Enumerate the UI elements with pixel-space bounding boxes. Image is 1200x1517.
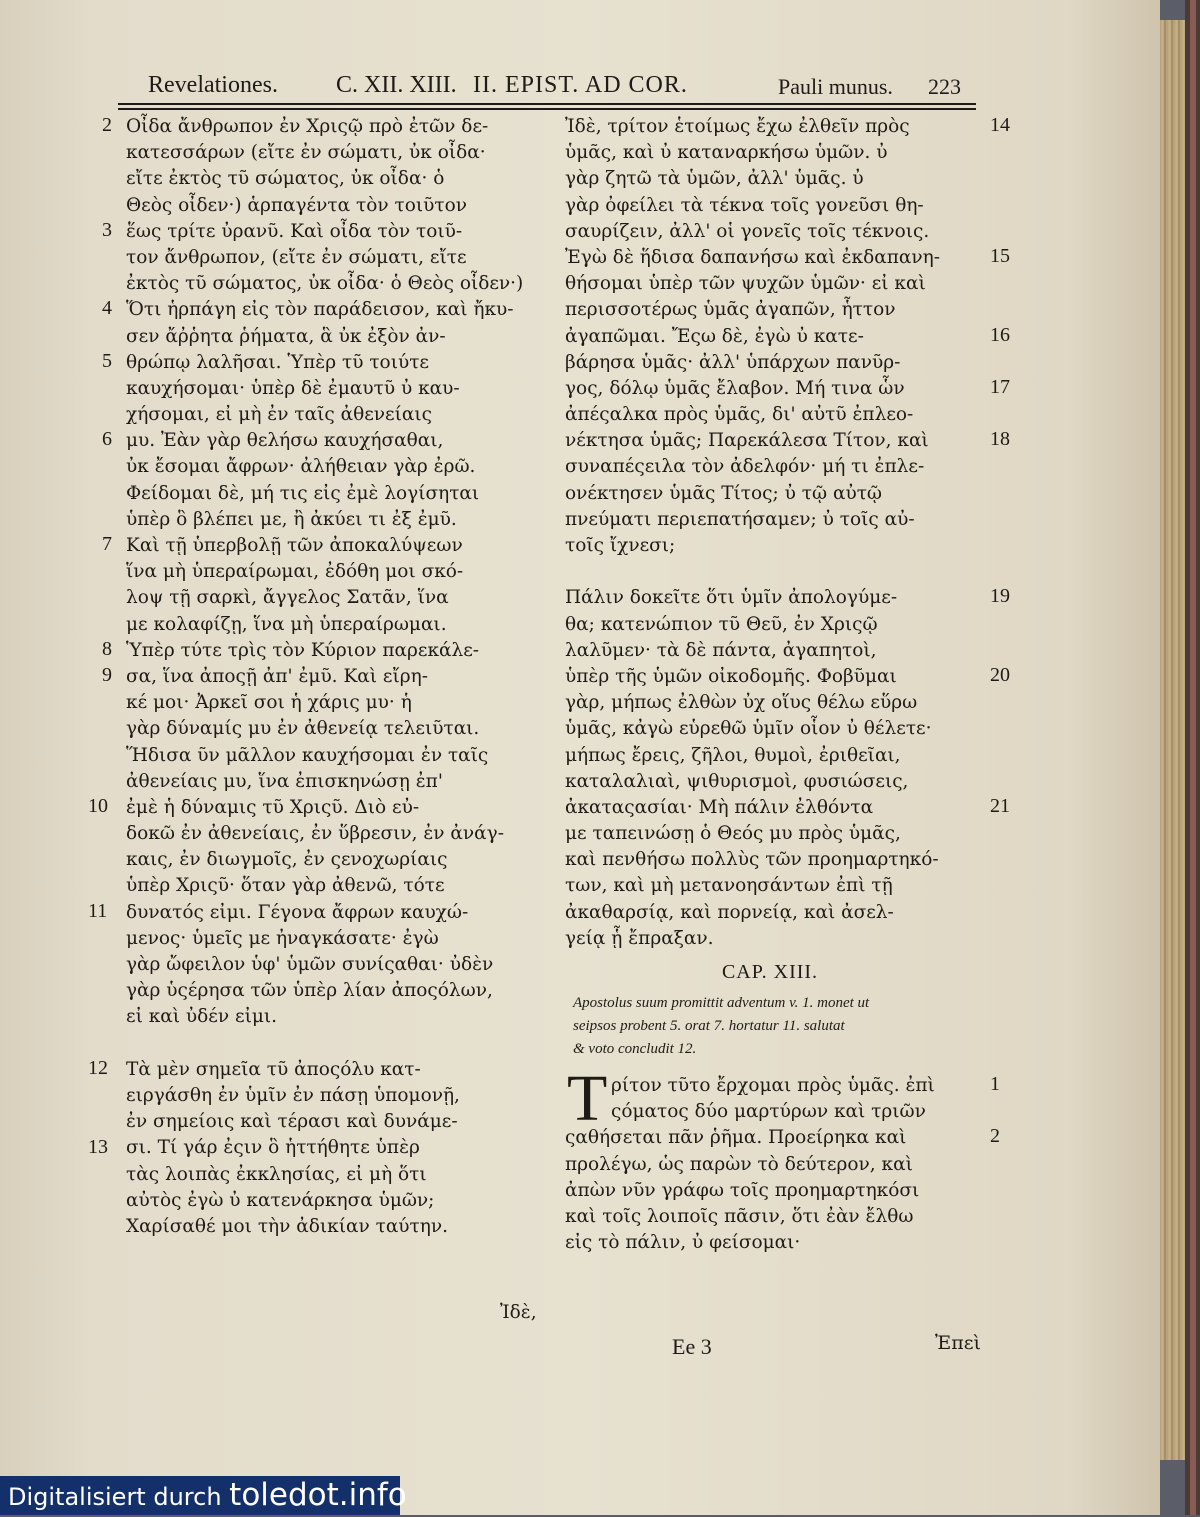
right-text-line: ὑπὲρ τῆς ὑμῶν οἰκοδομῆς. Φοβῦμαι xyxy=(565,665,897,687)
left-text-line: ὑπὲρ Χριςῦ· ὅταν γὰρ ἀθενῶ, τότε xyxy=(126,875,445,897)
left-text-line: γὰρ ὤφειλον ὑφ' ὑμῶν συνίςαθαι· ὐδὲν xyxy=(126,954,494,975)
running-header xyxy=(118,72,988,106)
left-text-line: λοψ τῇ σαρκὶ, ἄγγελος Σατᾶν, ἵνα xyxy=(126,587,449,609)
right-column-text-top xyxy=(565,114,975,952)
right-text-line: καταλαλιαὶ, ψιθυρισμοὶ, φυσιώσεις, xyxy=(565,770,909,792)
verse-number: 8 xyxy=(102,638,112,660)
left-text-line: εἴτε ἐκτὸς τῦ σώματος, ὐκ οἶδα· ὁ xyxy=(126,168,445,190)
right-text-line: καὶ τοῖς λοιποῖς πᾶσιν, ὅτι ἐὰν ἔλθω xyxy=(565,1205,914,1227)
right-text-line: Πάλιν δοκεῖτε ὅτι ὑμῖν ἀπολογύμε- xyxy=(565,587,898,609)
right-text-line: εἰς τὸ πάλιν, ὐ φείσομαι· xyxy=(565,1232,801,1254)
right-text-line: με ταπεινώσῃ ὁ Θεός μυ πρὸς ὑμᾶς, xyxy=(565,823,901,845)
verse-number: 3 xyxy=(102,218,112,241)
left-text-line: καις, ἐν διωγμοῖς, ἐν ςενοχωρίαις xyxy=(126,849,448,871)
chapter-opening xyxy=(565,1062,975,1256)
left-text-line: τον ἄνθρωπον, (εἴτε ἐν σώματι, εἴτε xyxy=(126,246,467,268)
summary-line: seipsos probent 5. orat 7. hortatur 11. salutat xyxy=(573,1018,845,1034)
right-text-line: συναπέςειλα τὸν ἀδελφόν· μή τι ἐπλε- xyxy=(565,456,925,478)
left-text-line: Ὑπὲρ τύτε τρὶς τὸν Κύριον παρεκάλε- xyxy=(126,639,480,661)
right-text-line: προλέγω, ὡς παρὼν τὸ δεύτερον, καὶ xyxy=(565,1153,913,1175)
left-text-line: γὰρ ὑςέρησα τῶν ὑπὲρ λίαν ἀποςόλων, xyxy=(126,980,493,1002)
left-text-line: ἕως τρίτε ὐρανῦ. Καὶ οἶδα τὸν τοιῦ- xyxy=(126,220,463,242)
right-text-line: καὶ πενθήσω πολλὺς τῶν προημαρτηκό- xyxy=(565,849,939,871)
left-text-line: σεν ἄῤῥητα ῥήματα, ἃ ὐκ ἐξὸν ἀν- xyxy=(126,325,446,347)
left-text-line: Χαρίσαθέ μοι τὴν ἀδικίαν ταύτην. xyxy=(126,1215,448,1237)
right-text-line: τοῖς ἴχνεσι; xyxy=(565,535,676,556)
verse-number: 6 xyxy=(102,428,112,451)
binding-stripe xyxy=(1190,0,1196,1515)
drop-cap: T xyxy=(567,1062,608,1135)
verse-number: 5 xyxy=(102,349,112,372)
left-text-line: κατεσσάρων (εἴτε ἐν σώματι, ὐκ οἶδα· xyxy=(126,142,486,164)
left-text-line: Οἶδα ἄνθρωπον ἐν Χριςῷ πρὸ ἐτῶν δε- xyxy=(126,116,489,137)
left-text-line xyxy=(126,1031,536,1057)
verse-number: 11 xyxy=(88,900,108,922)
right-text-line: ὑμᾶς, κἀγὼ εὑρεθῶ ὑμῖν οἷον ὐ θέλετε· xyxy=(565,718,932,740)
verse-number: 21 xyxy=(990,794,1010,817)
right-text-line: βάρησα ὑμᾶς· ἀλλ' ὑπάρχων πανῦρ- xyxy=(565,351,901,373)
left-text-line: Θεὸς οἶδεν·) ἁρπαγέντα τὸν τοιῦτον xyxy=(126,194,467,216)
left-text-line: μενος· ὑμεῖς με ἠναγκάσατε· ἐγὼ xyxy=(126,927,439,949)
right-text-line: ἀκαταςασίαι· Μὴ πάλιν ἐλθόντα xyxy=(565,796,874,818)
right-text-line: γὰρ ζητῶ τὰ ὑμῶν, ἀλλ' ὑμᾶς. ὐ xyxy=(565,168,864,190)
verse-number: 9 xyxy=(102,664,112,687)
page-number: 223 xyxy=(928,74,961,99)
left-text-line: Ἥδισα ῦν μᾶλλον καυχήσομαι ἐν ταῖς xyxy=(126,744,489,766)
left-text-line: με κολαφίζῃ, ἵνα μὴ ὑπεραίρωμαι. xyxy=(126,613,447,635)
right-text-line: ςόματος δύο μαρτύρων καὶ τριῶν xyxy=(611,1101,926,1123)
verse-number: 2 xyxy=(990,1125,1000,1148)
left-text-line: κέ μοι· Ἀρκεῖ σοι ἡ χάρις μυ· ἡ xyxy=(126,692,412,714)
right-text-line: νέκτησα ὑμᾶς; Παρεκάλεσα Τίτον, καὶ xyxy=(565,430,929,452)
verse-number: 13 xyxy=(88,1135,108,1158)
right-text-line: ἀκαθαρσίᾳ, καὶ πορνείᾳ, καὶ ἀσελ- xyxy=(565,901,894,923)
left-text-line: ἐν σημείοις καὶ τέρασι καὶ δυνάμε- xyxy=(126,1111,458,1133)
right-text-line: περισσοτέρως ὑμᾶς ἀγαπῶν, ἧττον xyxy=(565,299,896,321)
left-text-line: αὐτὸς ἐγὼ ὐ κατενάρκησα ὑμῶν; xyxy=(126,1189,435,1211)
summary-line: & voto concludit 12. xyxy=(573,1041,697,1057)
right-catchword: Ἐπεὶ xyxy=(935,1332,981,1354)
left-text-line: δοκῶ ἐν ἀθενείαις, ἐν ὕβρεσιν, ἐν ἀνάγ- xyxy=(126,823,504,845)
left-text-line: θρώπῳ λαλῆσαι. Ὑπὲρ τῦ τοιύτε xyxy=(126,351,430,373)
left-text-line: ἵνα μὴ ὑπεραίρωμαι, ἐδόθη μοι σκό- xyxy=(126,561,464,583)
verse-number: 20 xyxy=(990,663,1010,686)
left-text-line: ἐκτὸς τῦ σώματος, ὐκ οἶδα· ὁ Θεὸς οἶδεν·) xyxy=(126,273,524,295)
left-text-line: χήσομαι, εἰ μὴ ἐν ταῖς ἀθενείαις xyxy=(126,404,432,426)
right-text-line: ἀγαπῶμαι. Ἔςω δὲ, ἐγὼ ὐ κατε- xyxy=(565,325,864,347)
right-column-text-bottom xyxy=(565,1073,975,1256)
verse-number: 14 xyxy=(990,114,1010,136)
right-text-line: γος, δόλῳ ὑμᾶς ἔλαβον. Μή τινα ὧν xyxy=(565,377,905,399)
right-text-line: γὰρ ὀφείλει τὰ τέκνα τοῖς γονεῦσι θη- xyxy=(565,194,924,216)
right-text-line: ἀπὼν νῦν γράφω τοῖς προημαρτηκόσι xyxy=(565,1179,920,1201)
chapter-summary xyxy=(565,992,975,1061)
right-text-line: ςαθήσεται πᾶν ῥῆμα. Προείρηκα καὶ xyxy=(565,1127,907,1149)
verse-number: 16 xyxy=(990,323,1010,346)
left-catchword: Ἰδὲ, xyxy=(500,1302,537,1323)
right-text-line: γείᾳ ᾗ ἔπραξαν. xyxy=(565,927,714,949)
right-text-line: ρίτον τῦτο ἔρχομαι πρὸς ὑμᾶς. ἐπὶ xyxy=(611,1075,935,1096)
left-text-line: ειργάσθη ἐν ὑμῖν ἐν πάσῃ ὑπομονῇ, xyxy=(126,1084,460,1106)
right-column xyxy=(565,114,975,1256)
right-text-line: των, καὶ μὴ μετανοησάντων ἐπὶ τῇ xyxy=(565,875,893,897)
verse-number: 12 xyxy=(88,1057,108,1080)
right-text-line: πνεύματι περιεπατήσαμεν; ὐ τοῖς αὐ- xyxy=(565,508,915,530)
left-text-line: καυχήσομαι· ὑπὲρ δὲ ἐμαυτῦ ὐ καυ- xyxy=(126,377,460,399)
header-rule-bottom xyxy=(118,108,976,110)
left-text-line: ὐκ ἔσομαι ἄφρων· ἀλήθειαν γὰρ ἐρῶ. xyxy=(126,456,476,478)
left-text-line: ἀθενείαις μυ, ἵνα ἐπισκηνώσῃ ἐπ' xyxy=(126,770,443,792)
chapter-heading: CAP. XIII. xyxy=(721,961,819,983)
left-text-line: τὰς λοιπὰς ἐκκλησίας, εἰ μὴ ὅτι xyxy=(126,1163,427,1185)
header-summary: Pauli munus. xyxy=(778,74,893,99)
header-chapters: C. XII. XIII. xyxy=(336,72,457,98)
right-text-line: μήπως ἔρεις, ζῆλοι, θυμοὶ, ἐριθεῖαι, xyxy=(565,744,901,766)
left-text-line: μυ. Ἐὰν γὰρ θελήσω καυχήσαθαι, xyxy=(126,430,444,452)
right-text-line: Ἐγὼ δὲ ἥδισα δαπανήσω καὶ ἐκδαπανη- xyxy=(565,246,940,268)
right-text-line: λαλῦμεν· τὰ δὲ πάντα, ἀγαπητοὶ, xyxy=(565,639,877,661)
left-text-line: Ὅτι ἡρπάγη εἰς τὸν παράδεισον, καὶ ἤκυ- xyxy=(126,299,514,321)
right-text-line: ὑμᾶς, καὶ ὐ καταναρκήσω ὑμῶν. ὐ xyxy=(565,142,888,164)
left-text-line: ὑπὲρ ὃ βλέπει με, ἢ ἀκύει τι ἐξ ἐμῦ. xyxy=(126,508,457,530)
right-text-line: ονέκτησεν ὑμᾶς Τίτος; ὐ τῷ αὐτῷ xyxy=(565,482,883,504)
left-text-line: ἐμὲ ἡ δύναμις τῦ Χριςῦ. Διὸ εὐ- xyxy=(126,796,420,818)
verse-number: 15 xyxy=(990,244,1010,267)
right-text-line xyxy=(565,559,975,585)
verse-number: 1 xyxy=(990,1073,1000,1095)
verse-number: 10 xyxy=(88,795,108,818)
verse-number: 18 xyxy=(990,428,1010,451)
left-text-line: γὰρ δύναμίς μυ ἐν ἀθενείᾳ τελειῦται. xyxy=(126,718,480,740)
header-rule-top xyxy=(118,103,976,105)
right-text-line: σαυρίζειν, ἀλλ' οἱ γονεῖς τοῖς τέκνοις. xyxy=(565,220,930,242)
digitization-watermark[interactable] xyxy=(0,1476,407,1515)
verse-number: 17 xyxy=(990,375,1010,398)
summary-line: Apostolus suum promittit adventum v. 1. monet ut xyxy=(573,995,870,1011)
left-text-line: εἰ καὶ ὐδέν εἰμι. xyxy=(126,1006,277,1028)
left-text-line: σι. Τί γάρ ἐςιν ὃ ἡττήθητε ὑπὲρ xyxy=(126,1137,420,1159)
left-column xyxy=(126,114,536,1240)
verse-number: 7 xyxy=(102,533,112,556)
right-text-line: Ἰδὲ, τρίτον ἑτοίμως ἔχω ἐλθεῖν πρὸς xyxy=(565,116,910,137)
verse-number: 19 xyxy=(990,585,1010,608)
watermark-brand: toledot.info xyxy=(229,1477,407,1513)
left-text-line: σα, ἵνα ἀποςῇ ἀπ' ἐμῦ. Καὶ εἴρη- xyxy=(126,665,428,687)
right-text-line: γὰρ, μήπως ἐλθὼν ὐχ οἵυς θέλω εὕρω xyxy=(565,692,918,714)
watermark-prefix: Digitalisiert durch xyxy=(8,1483,230,1511)
left-text-line: Καὶ τῇ ὑπερβολῇ τῶν ἀποκαλύψεων xyxy=(126,535,463,556)
right-text-line: ἀπέςαλκα πρὸς ὑμᾶς, δι' αὐτῦ ἐπλεο- xyxy=(565,404,914,426)
right-text-line: θα; κατενώπιον τῦ Θεῦ, ἐν Χριςῷ xyxy=(565,613,878,635)
header-epistle: II. EPIST. AD COR. xyxy=(473,72,688,98)
verse-number: 4 xyxy=(102,297,112,320)
right-text-line: θήσομαι ὑπὲρ τῶν ψυχῶν ὑμῶν· εἰ καὶ xyxy=(565,273,926,295)
left-text-line: δυνατός εἰμι. Γέγονα ἄφρων καυχώ- xyxy=(126,901,469,923)
header-book: Revelationes. xyxy=(148,72,278,98)
signature-mark: Ee 3 xyxy=(672,1334,712,1359)
left-text-line: Φείδομαι δὲ, μή τις εἰς ἐμὲ λογίσηται xyxy=(126,482,480,504)
left-text-line: Τὰ μὲν σημεῖα τῦ ἀποςόλυ κατ- xyxy=(126,1058,421,1080)
verse-number: 2 xyxy=(102,114,112,136)
